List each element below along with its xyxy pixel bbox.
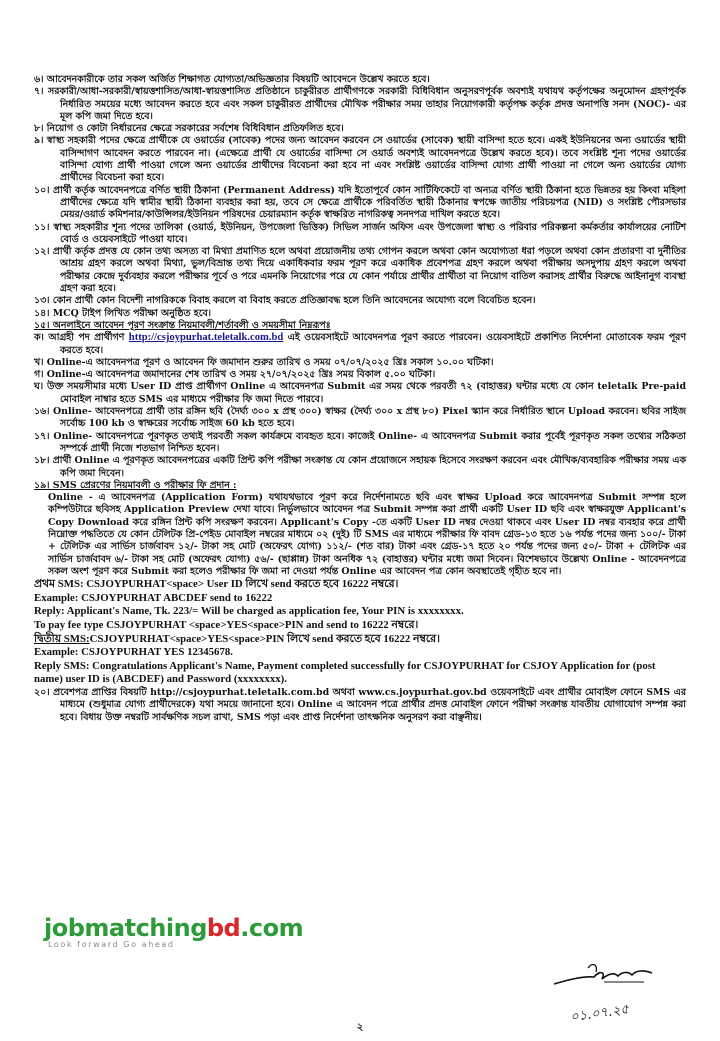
clause-13: ১৩। কোন প্রার্থী কোন বিদেশী নাগরিককে বিবাহ করলে বা বিবাহ করতে প্রতিজ্ঞাবদ্ধ হলে তিনি আবেদনের অযোগ্য বলে বিবেচিত হবেন। xyxy=(34,295,536,307)
clause-7: ৭। সরকারী/আধা-সরকারী/স্বায়ত্তশাসিত/আধা-স্বায়ত্তশাসিত প্রতিষ্ঠানে চাকুরীরত প্রার্থীগণকে সরকারী বিধিবিধান অনুসরণপূর্বক অবশ্যই যথাযথ কর্তৃপক্ষের অনুমোদন গ্রহণপূর্বক নির্ধারিত সময়ের মধ্যে আবেদন করতে হবে এবং সকল চাকুরীরত প্রার্থীদের মৌখিক পরীক্ষার সময় তাহার নিয়োগকারী কর্তৃপক্ষ কর্তৃক প্রদত্ত অনাপত্তি সনদ (NOC)- এর মূল কপি জমা দিতে হবে। xyxy=(34,86,686,122)
watermark-wordmark: jobmatchingbd.com xyxy=(44,914,304,942)
clause-8: ৮। নিয়োগ ও কোটা নির্ধারনের ক্ষেত্রে সরকারের সর্বশেষ বিধিবিধান প্রতিফলিত হবে। xyxy=(34,123,344,135)
document-body xyxy=(34,74,686,724)
official-signature xyxy=(548,946,668,1026)
application-website-link[interactable]: http://csjoypurhat.teletalk.com.bd xyxy=(128,332,284,344)
clause-15-ka-post: এই ওয়েবসাইটে আবেদনপত্র পূরণ করতে পারবেন। ওয়েবসাইটে প্রকাশিত নির্দেশনা মোতাবেক ফরম পূরণ করতে হবে। xyxy=(60,332,687,356)
jobmatchingbd-watermark-logo xyxy=(44,914,303,949)
section-19-title: ১৯। SMS প্রেরণের নিয়মাবলী ও পরীক্ষার ফি প্রদান : xyxy=(34,479,237,491)
second-sms-example: Example: CSJOYPURHAT YES 12345678. xyxy=(34,646,233,659)
section-19-body: Online - এ আবেদনপত্র (Application Form) যথাযথভাবে পূরণ করে নির্দেশনামতে ছবি এবং স্বাক্ষর Upload করে আবেদনপত্র Submit সম্পন্ন হলে কম্পিউটারে ছবিসহ Application Preview দেখা যাবে। নির্ভুলভাবে আবেদন পত্র Submit সম্পন্ন করা প্রার্থী একটি User ID ছবি এবং স্বাক্ষরযুক্ত Applicant's Copy Download করে রঙ্গিন প্রিন্ট কপি সংরক্ষণ করবেন। Applicant's Copy -তে একটি User ID নম্বর দেওয়া থাকবে এবং User ID নম্বর ব্যবহার করে প্রার্থী নিম্নোক্ত পদ্ধতিতে যে কোন টেলিটক প্রি-পেইড মোবাইল নম্বরের মাধ্যমে ০২ (দুই) টি SMS এর মাধ্যমে পরীক্ষার ফি বাবদ গ্রেড-১৩ হতে ১৬ পর্যন্ত পদের জন্য ১০০/- টাকা + টেলিটক এর সার্ভিস চার্জবাবদ ১২/- টাকা সহ মোট (অফেরৎ যোগ্য) ১১২/- (শত বার) টাকা এবং গ্রেড-১৭ হতে ২০ পর্যন্ত পদের জন্য ৫০/- টাকা + টেলিটক এর সার্ভিস চার্জবাবদ ৬/- টাকা সহ মোট (অফেরৎ যোগ্য) ৫৬/- (ছাপ্পান্ন) টাকা অনধিক ৭২ (বাহাত্তর) ঘন্টার মধ্যে জমা দিবেন। বিশেষভাবে উল্লেখ্য Online - আবেদনপত্রে সকল অংশ পূরণ করে Submit করা হলেও পরীক্ষার ফি জমা না দেওয়া পর্যন্ত Online এর আবেদন পত্র কোন অবস্থাতেই গৃহীত হবে না। xyxy=(48,492,686,577)
clause-15-gha: ঘ। উক্ত সময়সীমার মধ্যে User ID প্রাপ্ত প্রার্থীগণ Online এ আবেদনপত্র Submit এর সময় থেকে পরবর্তী ৭২ (বাহাত্তর) ঘন্টার মধ্যে যে কোন teletalk Pre-paid মোবাইল নাম্বার হতে SMS এর মাধ্যমে পরীক্ষার ফি জমা দিতে পারবে। xyxy=(34,381,686,405)
second-sms-instruction xyxy=(34,633,686,647)
clause-14: ১৪। MCQ টাইপ লিখিত পরীক্ষা অনুষ্ঠিত হবে। xyxy=(34,307,212,319)
signature-date: ০১.০৭.২৫ xyxy=(569,1002,630,1026)
clause-17: ১৭। Online- আবেদনপত্রে পূরণকৃত তথ্যই পরবর্তী সকল কার্যক্রমে ব্যবহৃত হবে। কাজেই Online- এ আবেদনপত্র Submit করার পূর্বেই পূরণকৃত সকল তথ্যের সঠিকতা সম্পর্কে প্রার্থী নিজে শতভাগ নিশ্চিত হবেন। xyxy=(34,430,686,454)
clause-15-ka xyxy=(34,332,686,357)
clause-18: ১৮। প্রার্থী Online এ পূরণকৃত আবেদনপত্রের একটি প্রিন্ট কপি পরীক্ষা সংক্রান্ত যে কোন প্রয়োজনে সহায়ক হিসেবে সংরক্ষণ করবেন এবং মৌখিক/ব্যবহারিক পরীক্ষার সময় এক কপি জমা দিবেন। xyxy=(34,455,686,479)
clause-20: ২০। প্রবেশপত্র প্রাপ্তির বিষয়টি http://csjoypurhat.teletalk.com.bd অথবা www.cs.joypurhat.gov.bd ওয়েবসাইটে এবং প্রার্থীর মোবাইল ফোনে SMS এর মাধ্যমে (শুধুমাত্র যোগ্য প্রার্থীদেরকে) যথা সময়ে জানানো হবে। Online এ আবেদন পত্রে প্রার্থীর প্রদত্ত মোবাইল ফোনে পরীক্ষা সংক্রান্ত যাবতীয় যোগাযোগ সম্পন্ন করা হবে। বিধায় উক্ত নম্বরটি সার্বক্ষণিক সচল রাখা, SMS পড়া এবং প্রাপ্ত নির্দেশনা তাৎক্ষনিক অনুসরণ করা বাঞ্ছনীয়। xyxy=(34,686,686,723)
clause-15-kha: খ। Online-এ আবেদনপত্র পূরণ ও আবেদন ফি জমাদান শুরুর তারিখ ও সময় ০৭/০৭/২০২৫ খ্রিঃ সকাল ১০.০০ ঘটিকা। xyxy=(34,356,494,368)
first-sms-instruction: প্রথম SMS: CSJOYPURHAT<space> User ID লিখে send করতে হবে 16222 নম্বরে। xyxy=(34,578,399,591)
second-sms-reply: Reply SMS: Congratulations Applicant's Name, Payment completed successfully for CSJOYPURHAT for CSJOY Application for (post name) user ID is (ABCDEF) and Password (xxxxxxxx). xyxy=(34,659,656,686)
clause-15-ga: গ। Online-এ আবেদনপত্র জমাদানের শেষ তারিখ ও সময় ২৭/০৭/২০২৫ খ্রিঃ সময় বিকাল ৫.০০ ঘটিকা। xyxy=(34,369,436,381)
clause-9: ৯। স্বাস্থ্য সহকারী পদের ক্ষেত্রে প্রার্থীকে যে ওয়ার্ডের (সাবেক) পদের জন্য আবেদন করবেন সে ওয়ার্ডের (সাবেক) স্থায়ী বাসিন্দা হতে হবে। একই ইউনিয়নের অন্য ওয়ার্ডের স্থায়ী বাসিন্দাগণ আবেদন করতে পারবেন না। (এক্ষেত্রে প্রার্থী যে ওয়ার্ডের বাসিন্দা সে ওয়ার্ড অবশ্যই আবেদনপত্রে উল্লেখ করতে হবে)। তবে সংশ্লিষ্ট শূন্য পদের ওয়ার্ডের বাসিন্দা যোগ্য প্রার্থী পাওয়া গেলে অন্য ওয়ার্ডের প্রার্থীদের বিবেচনা করা হবে না এবং সংশ্লিষ্ট ওয়ার্ডের বাসিন্দা যোগ্য প্রার্থী পাওয়া না গেলে অন্য ওয়ার্ডের যোগ্য প্রার্থীদের বিবেচনা করা হবে। xyxy=(34,135,686,184)
watermark-tagline: Look forward Go ahead xyxy=(48,940,175,949)
second-sms-text: CSJOYPURHAT<space>YES<space>PIN লিখে send করতে হবে 16222 নম্বরে। xyxy=(89,632,440,645)
section-15-title: ১৫। অনলাইনে আবেদন পূরণ সংক্রান্ত নিয়মাবলী/শর্তাবলী ও সময়সীমা নিম্নরূপঃ xyxy=(34,319,331,331)
clause-15-ka-pre: ক। আগ্রহী পদ প্রার্থীগণ xyxy=(34,332,125,344)
clause-16: ১৬। Online- আবেদনপত্রে প্রার্থী তার রঙ্গিন ছবি (দৈর্ঘ্য ৩০০ x প্রস্থ ৩০০) স্বাক্ষর (দৈর্ঘ্য ৩০০ x প্রস্থ ৮০) Pixel স্ক্যান করে নির্ধারিত স্থানে Upload করবেন। ছবির সাইজ সর্বোচ্চ 100 kb ও স্বাক্ষরের সর্বোচ্চ সাইজ 60 kb হতে হবে। xyxy=(34,406,686,430)
clause-12: ১২। প্রার্থী কর্তৃক প্রদত্ত যে কোন তথ্য অসত্য বা মিথ্যা প্রমাণিত হলে অথবা প্রয়োজনীয় তথ্য গোপন করলে অথবা কোন অযোগ্যতা ধরা পড়লে অথবা কোন প্রতারণা বা দুর্নীতির আশ্রয় গ্রহণ করলে অথবা মিথ্যা, ভুল/বিভ্রান্ত তথ্য দিয়ে একাধিকবার ফরম পূরণ করে একাধিক প্রবেশপত্র গ্রহণ করলে অথবা পরীক্ষায় অসদুপায় গ্রহণ করলে অথবা পরীক্ষার কেন্দ্রে দুর্ব্যবহার করলে পরীক্ষার পূর্বে ও পরে এমনকি নিয়োগের পরে যে কোন পর্যায়ে প্রার্থীর প্রার্থীতা বা নিয়োগ বাতিল করাসহ প্রার্থীর বিরুদ্ধে আইনানুগ ব্যবস্থা গ্রহণ করা হবে। xyxy=(34,246,686,295)
clause-10: ১০। প্রার্থী কর্তৃক আবেদনপত্রে বর্ণিত স্থায়ী ঠিকানা (Permanent Address) যদি ইতোপূর্বে কোন সার্টিফিকেটে বা অন্যত্র বর্ণিত স্থায়ী ঠিকানা হতে ভিন্নতর হয় কিংবা মহিলা প্রার্থীদের ক্ষেত্রে যদি স্বামীর স্থায়ী ঠিকানা ব্যবহার করা হয়, তবে সে ক্ষেত্রে প্রার্থীকে পরিবর্তিত স্থায়ী ঠিকানার স্বপক্ষে জাতীয় পরিচয়পত্র (NID) ও সংশ্লিষ্ট পৌরসভার মেয়র/ওয়ার্ড কমিশনার/কাউন্সিলর/ইউনিয়ন পরিষদের চেয়ারম্যান কর্তৃক স্বাক্ষরিত নাগরিকত্ব সনদপত্র দাখিল করতে হবে। xyxy=(34,184,686,221)
pay-fee-instruction: To pay fee type CSJOYPURHAT <space>YES<space>PIN and send to 16222 নম্বরে। xyxy=(34,618,419,631)
first-sms-reply: Reply: Applicant's Name, Tk. 223/= Will be charged as application fee, Your PIN is xxxxxxxx. xyxy=(34,605,464,618)
first-sms-example: Example: CSJOYPURHAT ABCDEF send to 16222 xyxy=(34,591,273,604)
clause-6: ৬। আবেদনকারীকে তার সকল অর্জিত শিক্ষাগত যোগ্যতা/অভিজ্ঞতার বিষয়টি আবেদনে উল্লেখ করতে হবে। xyxy=(34,74,430,85)
second-sms-label: দ্বিতীয় SMS: xyxy=(34,632,90,645)
clause-11: ১১। স্বাস্থ্য সহকারীর শূন্য পদের তালিকা (ওয়ার্ড, ইউনিয়ন, উপজেলা ভিত্তিক) সিভিল সার্জন অফিস এবং উপজেলা স্বাস্থ্য ও পরিবার পরিকল্পনা কর্মকর্তার কার্যালয়ের নোটিশ বোর্ড ও ওয়েবসাইটে পাওয়া যাবে। xyxy=(34,221,686,245)
page-number: ২ xyxy=(356,1022,364,1033)
